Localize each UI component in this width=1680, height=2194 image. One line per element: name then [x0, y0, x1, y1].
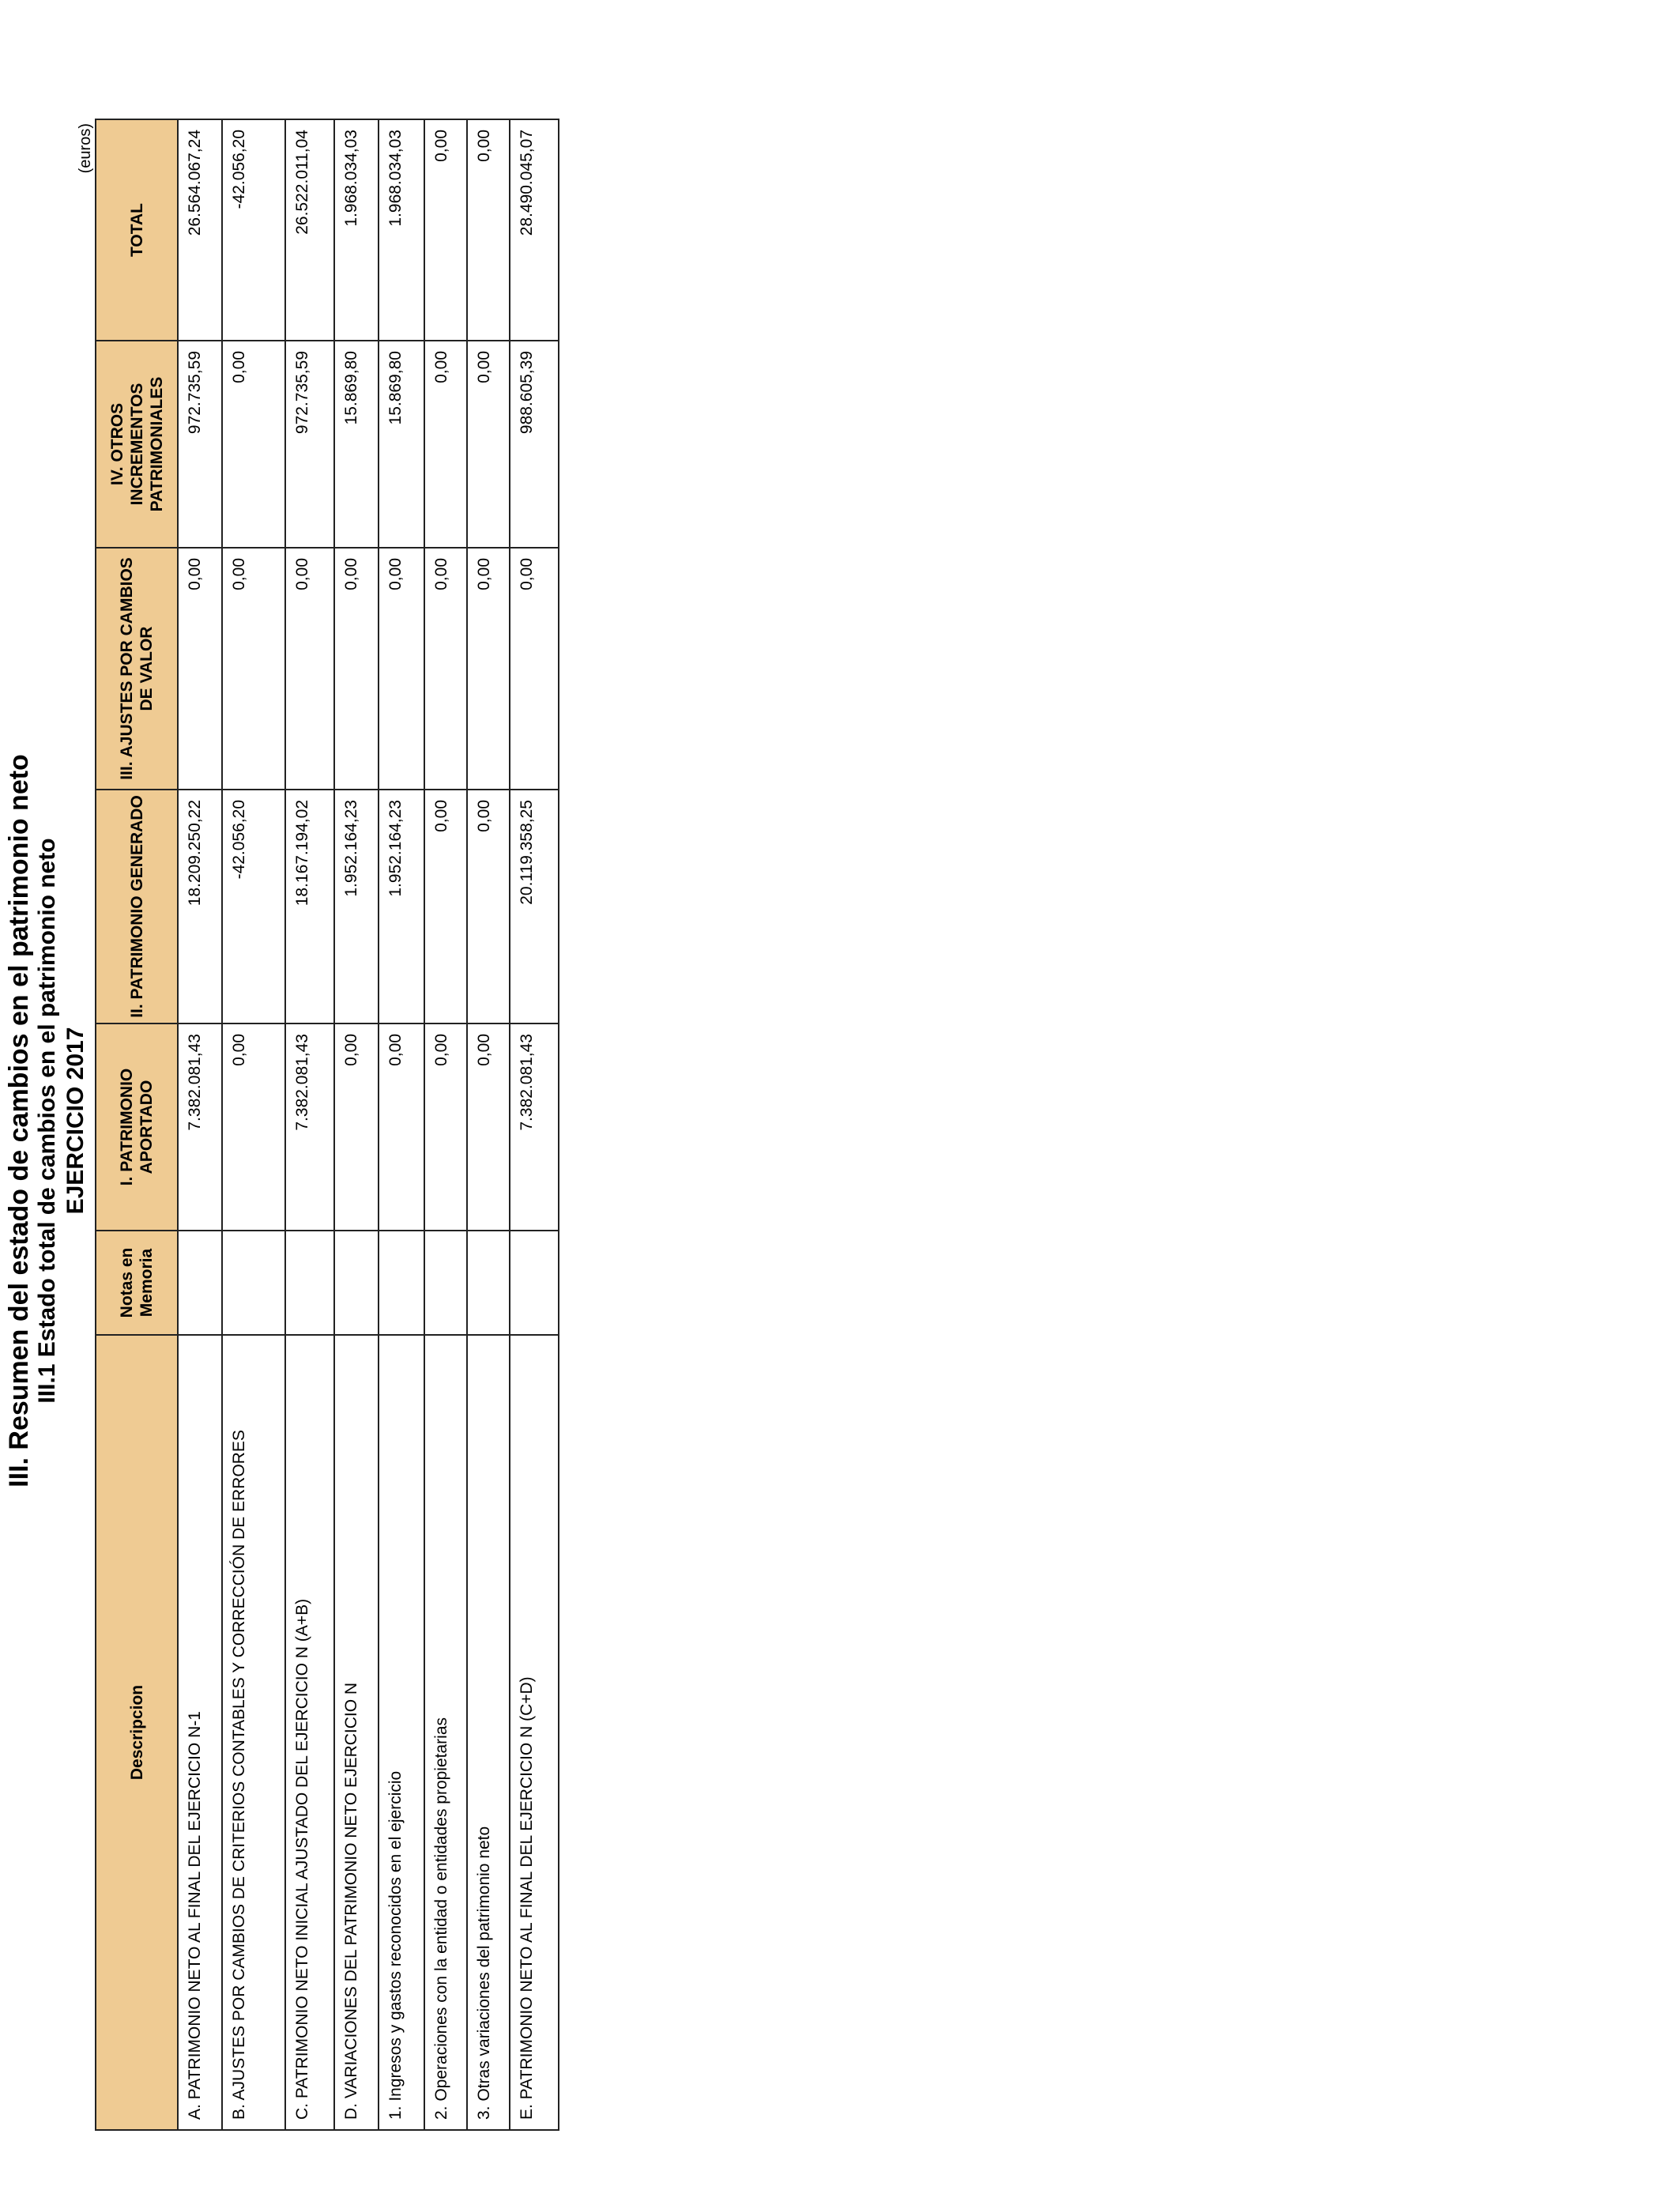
header-ajustes-cambios-valor: III. AJUSTES POR CAMBIOS DE VALOR: [96, 548, 178, 790]
document-subtitle: III.1 Estado total de cambios en el patrimonio neto: [34, 838, 60, 1404]
row-col1: 7.382.081,43: [285, 1023, 334, 1231]
table-header-row: [96, 119, 178, 2130]
row-total: 0,00: [424, 119, 467, 341]
row-notes: [379, 1231, 424, 1335]
row-col2: 1.952.164,23: [334, 790, 379, 1023]
row-col2: -42.056,20: [222, 790, 285, 1023]
row-col1: 0,00: [334, 1023, 379, 1231]
row-col4: 988.605,39: [510, 341, 559, 548]
row-notes: [424, 1231, 467, 1335]
table-row: [467, 119, 510, 2130]
equity-changes-table: [95, 119, 559, 2131]
units-label: (euros): [77, 123, 94, 174]
row-col3: 0,00: [510, 548, 559, 790]
row-total: 26.522.011,04: [285, 119, 334, 341]
row-col1: 0,00: [222, 1023, 285, 1231]
row-description: C. PATRIMONIO NETO INICIAL AJUSTADO DEL EJERCICIO N (A+B): [285, 1335, 334, 2130]
row-total: 26.564.067,24: [178, 119, 222, 341]
row-col2: 1.952.164,23: [379, 790, 424, 1023]
row-col3: 0,00: [379, 548, 424, 790]
row-col4: 15.869,80: [334, 341, 379, 548]
row-col3: 0,00: [424, 548, 467, 790]
table-row: [334, 119, 379, 2130]
row-notes: [285, 1231, 334, 1335]
row-col3: 0,00: [178, 548, 222, 790]
row-col3: 0,00: [334, 548, 379, 790]
table-row: [424, 119, 467, 2130]
row-notes: [467, 1231, 510, 1335]
document-period: EJERCICIO 2017: [62, 1027, 89, 1215]
row-col2: 0,00: [467, 790, 510, 1023]
table-row: [285, 119, 334, 2130]
row-col3: 0,00: [467, 548, 510, 790]
row-total: 1.968.034,03: [379, 119, 424, 341]
row-col4: 0,00: [222, 341, 285, 548]
row-col1: 0,00: [467, 1023, 510, 1231]
row-description: 2. Operaciones con la entidad o entidades propietarias: [424, 1335, 467, 2130]
row-notes: [222, 1231, 285, 1335]
header-patrimonio-aportado: I. PATRIMONIO APORTADO: [96, 1023, 178, 1231]
row-col4: 0,00: [467, 341, 510, 548]
table-row: [222, 119, 285, 2130]
header-total: TOTAL: [96, 119, 178, 341]
row-col4: 972.735,59: [178, 341, 222, 548]
table-row: [510, 119, 559, 2130]
row-description: 3. Otras variaciones del patrimonio neto: [467, 1335, 510, 2130]
row-col3: 0,00: [285, 548, 334, 790]
row-notes: [510, 1231, 559, 1335]
row-total: 0,00: [467, 119, 510, 341]
row-description: A. PATRIMONIO NETO AL FINAL DEL EJERCICIO N-1: [178, 1335, 222, 2130]
header-patrimonio-generado: II. PATRIMONIO GENERADO: [96, 790, 178, 1023]
row-col2: 20.119.358,25: [510, 790, 559, 1023]
row-col1: 7.382.081,43: [510, 1023, 559, 1231]
row-col4: 15.869,80: [379, 341, 424, 548]
row-notes: [178, 1231, 222, 1335]
row-total: -42.056,20: [222, 119, 285, 341]
document-title: III. Resumen del estado de cambios en el patrimonio neto: [4, 754, 34, 1487]
table-row: [379, 119, 424, 2130]
row-col4: 972.735,59: [285, 341, 334, 548]
row-col3: 0,00: [222, 548, 285, 790]
row-col2: 0,00: [424, 790, 467, 1023]
row-description: D. VARIACIONES DEL PATRIMONIO NETO EJERCICIO N: [334, 1335, 379, 2130]
row-total: 1.968.034,03: [334, 119, 379, 341]
row-col1: 0,00: [379, 1023, 424, 1231]
row-col2: 18.209.250,22: [178, 790, 222, 1023]
header-description: Descripcion: [96, 1335, 178, 2130]
row-col1: 7.382.081,43: [178, 1023, 222, 1231]
row-col1: 0,00: [424, 1023, 467, 1231]
row-col4: 0,00: [424, 341, 467, 548]
header-otros-incrementos: IV. OTROS INCREMENTOS PATRIMONIALES: [96, 341, 178, 548]
row-total: 28.490.045,07: [510, 119, 559, 341]
row-description: 1. Ingresos y gastos reconocidos en el ejercicio: [379, 1335, 424, 2130]
row-description: B. AJUSTES POR CAMBIOS DE CRITERIOS CONTABLES Y CORRECCIÓN DE ERRORES: [222, 1335, 285, 2130]
header-notes: Notas en Memoria: [96, 1231, 178, 1335]
row-col2: 18.167.194,02: [285, 790, 334, 1023]
table-row: [178, 119, 222, 2130]
row-description: E. PATRIMONIO NETO AL FINAL DEL EJERCICIO N (C+D): [510, 1335, 559, 2130]
row-notes: [334, 1231, 379, 1335]
